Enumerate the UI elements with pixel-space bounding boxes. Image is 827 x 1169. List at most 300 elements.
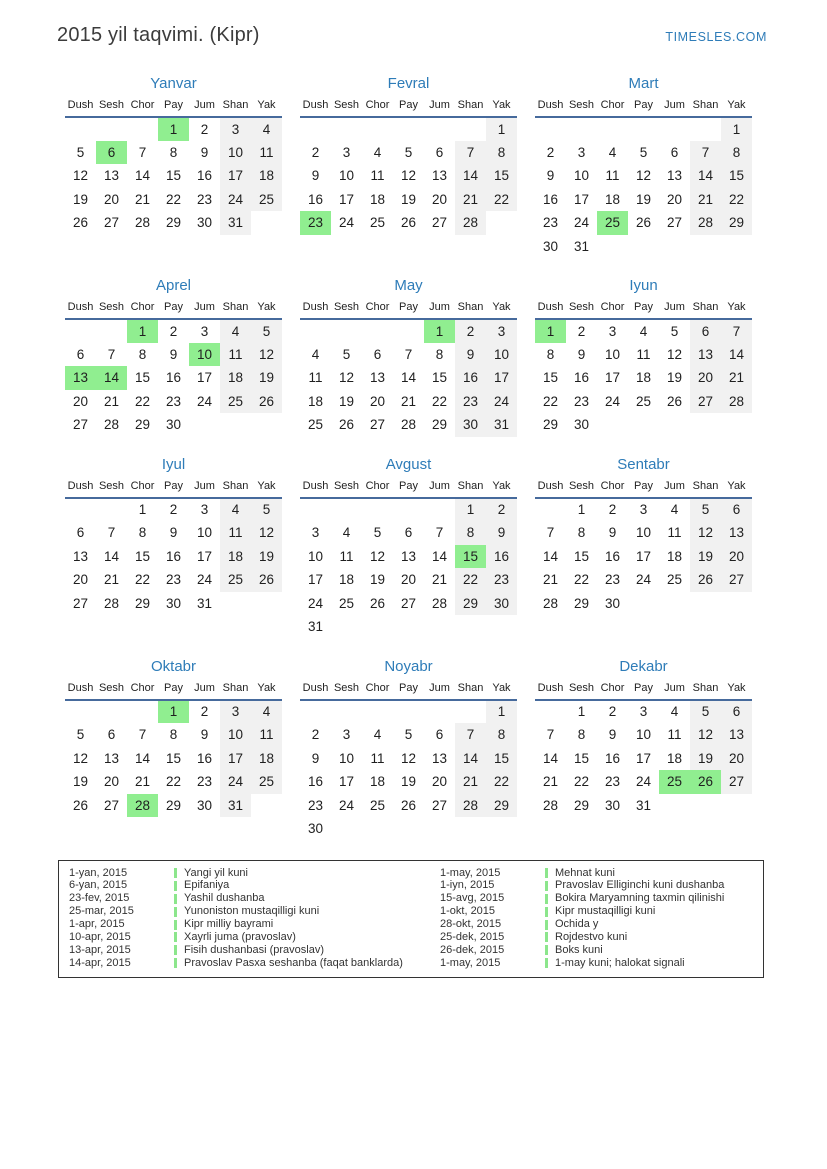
- day-cell: 3: [200, 323, 209, 339]
- day-header: Yak: [251, 299, 282, 319]
- day-cell: 7: [721, 319, 752, 343]
- empty-cell: [721, 235, 752, 259]
- day-cell: 3: [577, 144, 586, 160]
- day-cell: 7: [107, 346, 116, 362]
- day-header: Dush: [300, 680, 331, 700]
- empty-cell: [362, 700, 393, 724]
- day-cell: 29: [573, 595, 590, 611]
- empty-cell: [96, 117, 127, 141]
- legend-row: [69, 944, 440, 957]
- day-cell: 26: [338, 417, 355, 433]
- day-cell: 24: [220, 770, 251, 794]
- empty-cell: [628, 592, 659, 616]
- day-cell: 12: [251, 521, 282, 545]
- month-title[interactable]: Noyabr: [384, 657, 433, 675]
- empty-cell: [393, 117, 424, 141]
- day-cell: 2: [608, 704, 617, 720]
- day-cell: 29: [455, 592, 486, 616]
- day-cell: 27: [721, 568, 752, 592]
- day-cell: 26: [72, 215, 89, 231]
- day-header: Shan: [690, 680, 721, 700]
- empty-cell: [659, 117, 690, 141]
- legend-date: 25-mar, 2015: [69, 905, 134, 918]
- day-cell: 22: [134, 393, 151, 409]
- holiday-marker-icon: [545, 881, 548, 891]
- month-fevral: [300, 75, 517, 235]
- day-cell: 6: [670, 144, 679, 160]
- day-header: Jum: [659, 478, 690, 498]
- holiday-marker-icon: [174, 907, 177, 917]
- day-cell: 10: [307, 548, 324, 564]
- holiday-marker-icon: [174, 945, 177, 955]
- day-cell: 19: [635, 191, 652, 207]
- day-cell: 10: [604, 346, 621, 362]
- day-cell: 28: [542, 797, 559, 813]
- day-cell: 13: [431, 750, 448, 766]
- day-cell: 23: [165, 572, 182, 588]
- day-cell: 16: [307, 774, 324, 790]
- day-header: Yak: [251, 478, 282, 498]
- day-cell: 24: [635, 774, 652, 790]
- day-cell: 19: [666, 370, 683, 386]
- week-row: [300, 390, 517, 414]
- day-cell: 26: [251, 390, 282, 414]
- empty-cell: [393, 817, 424, 841]
- day-header: Yak: [251, 97, 282, 117]
- holiday-marker-icon: [545, 932, 548, 942]
- day-cell: 30: [455, 413, 486, 437]
- month-title[interactable]: Fevral: [387, 75, 430, 92]
- day-cell: 15: [455, 545, 486, 569]
- day-cell: 20: [690, 366, 721, 390]
- day-header: Jum: [424, 299, 455, 319]
- day-cell: 26: [690, 770, 721, 794]
- week-row: [300, 164, 517, 188]
- day-cell: 11: [220, 343, 251, 367]
- week-row: [535, 117, 752, 141]
- legend-holiday-name: Yangi yil kuni: [184, 866, 248, 879]
- month-title[interactable]: Dekabr: [619, 657, 668, 675]
- day-cell: 19: [690, 747, 721, 771]
- day-cell: 19: [400, 774, 417, 790]
- day-cell: 25: [251, 188, 282, 212]
- day-cell: 20: [666, 191, 683, 207]
- day-header: Jum: [659, 680, 690, 700]
- day-cell: 9: [455, 343, 486, 367]
- day-cell: 30: [486, 592, 517, 616]
- day-cell: 24: [307, 595, 324, 611]
- day-cell: 7: [138, 727, 147, 743]
- empty-cell: [455, 817, 486, 841]
- day-cell: 8: [486, 141, 517, 165]
- day-cell: 6: [404, 525, 413, 541]
- month-table: [300, 97, 517, 235]
- month-title[interactable]: May: [394, 277, 423, 294]
- day-cell: 31: [220, 211, 251, 235]
- week-row: [535, 747, 752, 771]
- month-table: [300, 680, 517, 841]
- empty-cell: [690, 235, 721, 259]
- day-cell: 25: [307, 417, 324, 433]
- day-cell: 10: [220, 141, 251, 165]
- day-header: Shan: [455, 680, 486, 700]
- empty-cell: [597, 235, 628, 259]
- day-cell: 16: [604, 548, 621, 564]
- day-header: Sesh: [96, 299, 127, 319]
- legend-column-right: [440, 867, 763, 970]
- week-row: [535, 521, 752, 545]
- month-title[interactable]: Oktabr: [150, 657, 196, 675]
- day-cell: 14: [455, 164, 486, 188]
- day-cell: 22: [165, 191, 182, 207]
- day-cell: 25: [338, 595, 355, 611]
- day-cell: 24: [573, 215, 590, 231]
- page-header: [0, 0, 827, 47]
- week-row: [65, 390, 282, 414]
- day-cell: 4: [639, 323, 648, 339]
- empty-cell: [362, 615, 393, 639]
- day-cell: 2: [486, 498, 517, 522]
- holiday-legend: [58, 860, 764, 978]
- month-table: [65, 299, 282, 437]
- holiday-marker-icon: [174, 881, 177, 891]
- month-table: [535, 299, 752, 437]
- day-cell: 17: [196, 548, 213, 564]
- day-cell: 20: [721, 747, 752, 771]
- month-sentabr: [535, 456, 752, 616]
- day-cell: 18: [338, 572, 355, 588]
- day-header: Chor: [362, 299, 393, 319]
- empty-cell: [96, 319, 127, 343]
- day-cell: 23: [165, 393, 182, 409]
- day-cell: 14: [690, 164, 721, 188]
- day-cell: 10: [635, 727, 652, 743]
- day-header: Dush: [535, 478, 566, 498]
- day-cell: 11: [370, 168, 385, 184]
- empty-cell: [690, 117, 721, 141]
- day-cell: 30: [604, 797, 621, 813]
- day-header: Yak: [251, 680, 282, 700]
- day-cell: 5: [404, 727, 413, 743]
- day-cell: 8: [486, 723, 517, 747]
- day-cell: 25: [220, 390, 251, 414]
- day-cell: 4: [311, 346, 320, 362]
- week-row: [300, 343, 517, 367]
- day-cell: 4: [373, 727, 382, 743]
- day-header: Dush: [535, 299, 566, 319]
- month-title[interactable]: Iyun: [629, 277, 658, 294]
- day-cell: 8: [169, 727, 178, 743]
- legend-holiday-name: Fisih dushanbasi (pravoslav): [184, 943, 325, 956]
- day-header: Yak: [721, 478, 752, 498]
- day-cell: 7: [455, 723, 486, 747]
- week-row: [65, 498, 282, 522]
- day-cell: 27: [431, 797, 448, 813]
- day-cell: 18: [369, 191, 386, 207]
- day-cell: 23: [455, 390, 486, 414]
- week-row: [300, 700, 517, 724]
- day-cell: 22: [573, 572, 590, 588]
- day-cell: 15: [431, 370, 448, 386]
- day-cell: 17: [338, 191, 355, 207]
- week-row: [65, 521, 282, 545]
- day-cell: 7: [455, 141, 486, 165]
- day-cell: 20: [103, 191, 120, 207]
- week-row: [535, 319, 752, 343]
- month-table: [300, 299, 517, 437]
- day-header: Pay: [628, 478, 659, 498]
- legend-date: 28-okt, 2015: [440, 918, 502, 931]
- calendar-grid: [65, 75, 752, 841]
- day-cell: 27: [400, 595, 417, 611]
- month-title[interactable]: Iyul: [161, 455, 186, 473]
- day-cell: 28: [103, 417, 120, 433]
- day-cell: 2: [577, 323, 586, 339]
- month-row: [65, 277, 752, 437]
- day-cell: 18: [635, 370, 652, 386]
- day-cell: 11: [667, 525, 682, 541]
- day-cell: 11: [339, 548, 354, 564]
- site-link[interactable]: TIMESLES.COM: [665, 30, 767, 44]
- day-cell: 14: [721, 343, 752, 367]
- empty-cell: [628, 413, 659, 437]
- week-row: [300, 592, 517, 616]
- empty-cell: [455, 615, 486, 639]
- day-cell: 19: [251, 545, 282, 569]
- month-row: [65, 658, 752, 841]
- day-cell: 18: [666, 548, 683, 564]
- day-header: Jum: [189, 680, 220, 700]
- day-cell: 19: [251, 366, 282, 390]
- day-header: Sesh: [566, 97, 597, 117]
- day-header: Sesh: [96, 680, 127, 700]
- day-header: Dush: [535, 680, 566, 700]
- day-cell: 10: [338, 168, 355, 184]
- day-cell: 15: [134, 548, 151, 564]
- empty-cell: [486, 817, 517, 841]
- day-header: Shan: [220, 97, 251, 117]
- empty-cell: [535, 700, 566, 724]
- empty-cell: [628, 117, 659, 141]
- empty-cell: [393, 498, 424, 522]
- day-cell: 15: [721, 164, 752, 188]
- day-cell: 30: [307, 821, 324, 837]
- day-cell: 3: [342, 727, 351, 743]
- day-header: Chor: [127, 299, 158, 319]
- day-cell: 21: [431, 572, 448, 588]
- empty-cell: [362, 319, 393, 343]
- day-cell: 19: [369, 572, 386, 588]
- holiday-marker-icon: [174, 894, 177, 904]
- empty-cell: [331, 319, 362, 343]
- day-cell: 14: [103, 548, 120, 564]
- day-cell: 9: [546, 168, 555, 184]
- legend-holiday-name: Pravoslav Elliginchi kuni dushanba: [555, 879, 725, 892]
- empty-cell: [65, 117, 96, 141]
- day-cell: 9: [577, 346, 586, 362]
- day-cell: 13: [103, 750, 120, 766]
- day-cell: 4: [220, 319, 251, 343]
- day-cell: 23: [486, 568, 517, 592]
- day-cell: 21: [134, 774, 151, 790]
- day-cell: 14: [96, 366, 127, 390]
- empty-cell: [690, 592, 721, 616]
- empty-cell: [535, 117, 566, 141]
- day-cell: 15: [573, 750, 590, 766]
- month-title[interactable]: Avgust: [385, 455, 432, 473]
- day-cell: 23: [573, 393, 590, 409]
- week-row: [300, 723, 517, 747]
- day-header: Pay: [393, 299, 424, 319]
- day-cell: 19: [400, 191, 417, 207]
- day-header: Yak: [721, 680, 752, 700]
- day-cell: 24: [338, 215, 355, 231]
- week-row: [65, 568, 282, 592]
- month-mart: [535, 75, 752, 258]
- week-row: [65, 117, 282, 141]
- day-header: Jum: [424, 478, 455, 498]
- day-cell: 2: [200, 704, 209, 720]
- day-cell: 27: [666, 215, 683, 231]
- month-iyun: [535, 277, 752, 437]
- empty-cell: [331, 615, 362, 639]
- week-row: [535, 592, 752, 616]
- day-header: Shan: [690, 97, 721, 117]
- day-cell: 21: [400, 393, 417, 409]
- empty-cell: [721, 592, 752, 616]
- day-cell: 26: [635, 215, 652, 231]
- empty-cell: [424, 817, 455, 841]
- day-cell: 16: [455, 366, 486, 390]
- day-header: Shan: [690, 299, 721, 319]
- day-cell: 7: [546, 525, 555, 541]
- day-header: Jum: [189, 97, 220, 117]
- day-cell: 12: [400, 750, 417, 766]
- day-cell: 28: [134, 215, 151, 231]
- week-row: [300, 413, 517, 437]
- month-title[interactable]: Yanvar: [150, 75, 197, 92]
- empty-cell: [189, 413, 220, 437]
- day-cell: 8: [455, 521, 486, 545]
- empty-cell: [331, 700, 362, 724]
- legend-date: 25-dek, 2015: [440, 931, 505, 944]
- day-cell: 10: [635, 525, 652, 541]
- legend-date: 1-iyn, 2015: [440, 879, 495, 892]
- day-header: Sesh: [96, 478, 127, 498]
- empty-cell: [659, 794, 690, 818]
- empty-cell: [721, 794, 752, 818]
- day-cell: 6: [721, 700, 752, 724]
- day-cell: 17: [573, 191, 590, 207]
- week-row: [535, 568, 752, 592]
- legend-row: [69, 892, 440, 905]
- day-cell: 9: [311, 750, 320, 766]
- holiday-marker-icon: [174, 868, 177, 878]
- month-title[interactable]: Aprel: [155, 277, 192, 294]
- week-row: [535, 700, 752, 724]
- day-cell: 16: [486, 545, 517, 569]
- day-header: Jum: [189, 299, 220, 319]
- day-header: Jum: [659, 299, 690, 319]
- month-aprel: [65, 277, 282, 437]
- legend-row: [440, 957, 763, 970]
- day-header: Yak: [486, 478, 517, 498]
- day-cell: 13: [369, 370, 386, 386]
- day-cell: 20: [431, 191, 448, 207]
- legend-row: [69, 905, 440, 918]
- legend-row: [69, 931, 440, 944]
- legend-holiday-name: Boks kuni: [555, 943, 603, 956]
- day-cell: 24: [220, 188, 251, 212]
- day-cell: 23: [196, 774, 213, 790]
- legend-holiday-name: Kipr milliy bayrami: [184, 918, 274, 931]
- day-cell: 14: [431, 548, 448, 564]
- day-cell: 8: [169, 144, 178, 160]
- day-cell: 27: [103, 797, 120, 813]
- legend-row: [69, 879, 440, 892]
- day-cell: 3: [639, 704, 648, 720]
- day-header: Dush: [65, 478, 96, 498]
- day-header: Pay: [158, 478, 189, 498]
- day-cell: 19: [72, 774, 89, 790]
- week-row: [65, 319, 282, 343]
- empty-cell: [220, 413, 251, 437]
- day-header: Sesh: [331, 299, 362, 319]
- day-cell: 27: [72, 595, 89, 611]
- month-title[interactable]: Sentabr: [617, 455, 670, 473]
- day-cell: 7: [107, 525, 116, 541]
- empty-cell: [424, 615, 455, 639]
- day-cell: 15: [165, 750, 182, 766]
- day-cell: 1: [721, 117, 752, 141]
- day-cell: 28: [542, 595, 559, 611]
- day-cell: 18: [307, 393, 324, 409]
- day-cell: 21: [690, 188, 721, 212]
- week-row: [300, 211, 517, 235]
- month-table: [535, 97, 752, 258]
- week-row: [300, 568, 517, 592]
- day-cell: 16: [165, 370, 182, 386]
- day-cell: 16: [542, 191, 559, 207]
- day-header: Yak: [721, 97, 752, 117]
- day-cell: 10: [196, 525, 213, 541]
- day-cell: 2: [200, 121, 209, 137]
- day-cell: 30: [542, 238, 559, 254]
- day-header: Dush: [300, 97, 331, 117]
- day-cell: 24: [196, 393, 213, 409]
- week-row: [535, 211, 752, 235]
- day-cell: 16: [165, 548, 182, 564]
- week-row: [65, 592, 282, 616]
- empty-cell: [659, 592, 690, 616]
- day-cell: 1: [138, 502, 147, 518]
- month-title[interactable]: Mart: [628, 75, 659, 92]
- empty-cell: [300, 498, 331, 522]
- week-row: [300, 141, 517, 165]
- day-cell: 11: [220, 521, 251, 545]
- legend-date: 6-yan, 2015: [69, 879, 128, 892]
- day-cell: 6: [690, 319, 721, 343]
- day-cell: 26: [690, 568, 721, 592]
- day-cell: 17: [220, 164, 251, 188]
- day-cell: 16: [196, 168, 213, 184]
- week-row: [535, 141, 752, 165]
- day-cell: 24: [486, 390, 517, 414]
- day-cell: 22: [542, 393, 559, 409]
- day-cell: 31: [307, 619, 324, 635]
- day-cell: 8: [138, 346, 147, 362]
- day-header: Yak: [721, 299, 752, 319]
